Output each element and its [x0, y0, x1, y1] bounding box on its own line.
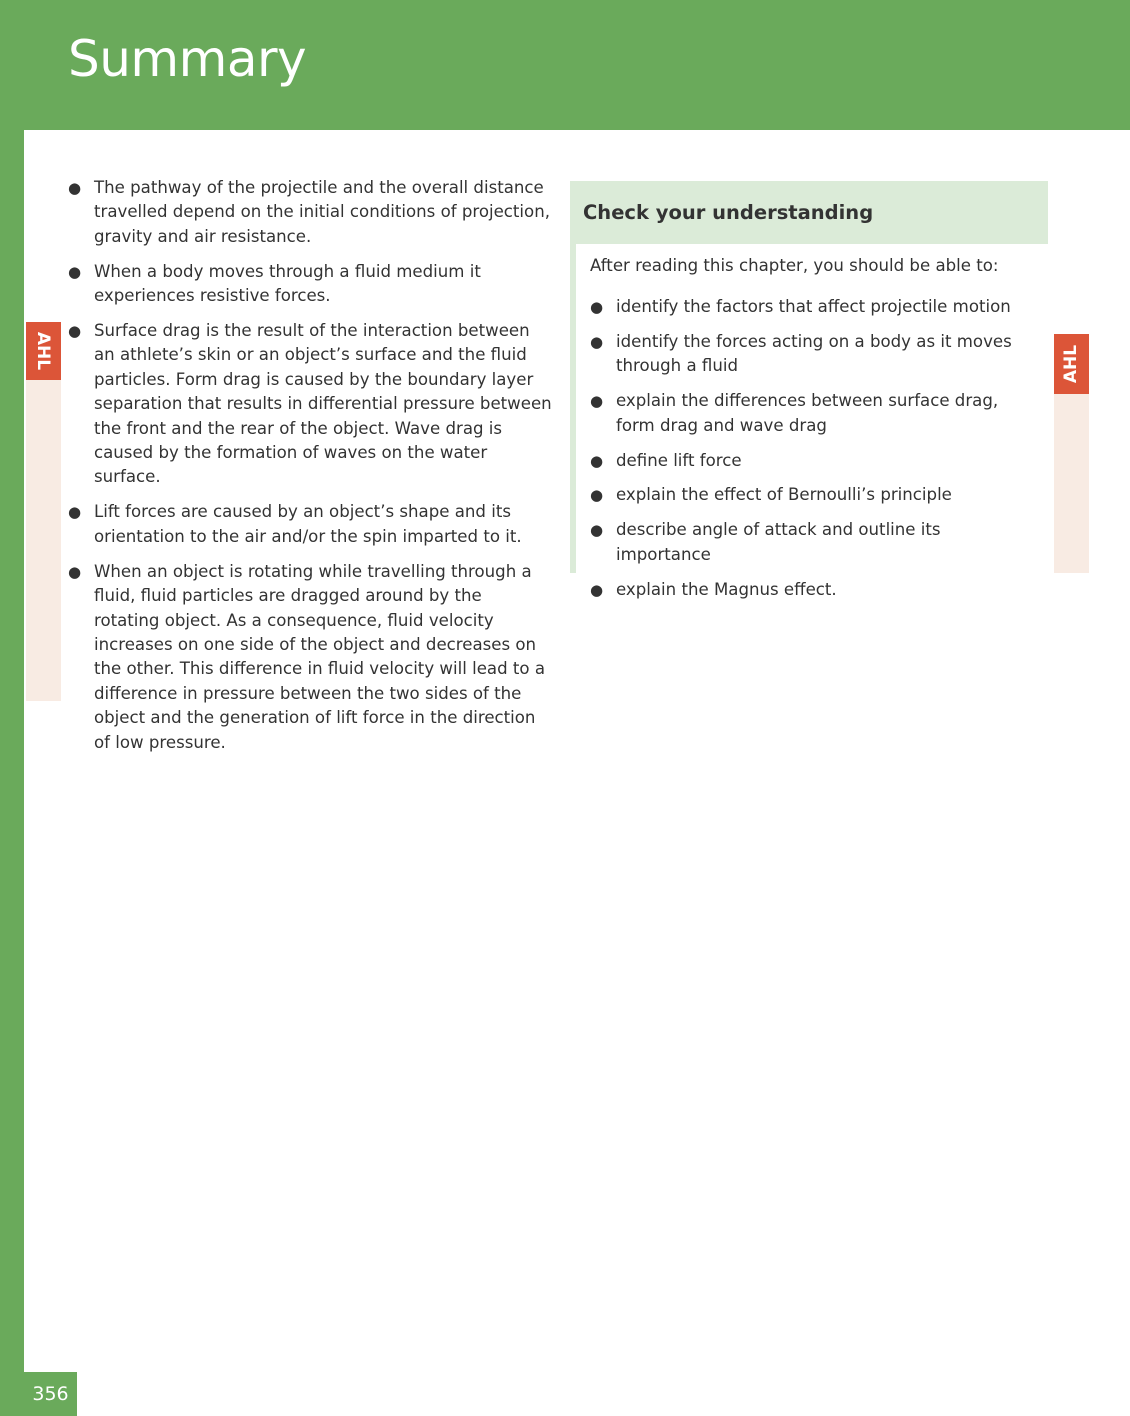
bullet-icon: ● — [68, 322, 82, 341]
objective-item: ● explain the effect of Bernoulli’s principle — [588, 483, 1028, 507]
page-title: Summary — [68, 30, 307, 88]
check-understanding-list — [588, 295, 1028, 613]
summary-item: ● The pathway of the projectile and the overall distance travelled depend on the initial conditions of projection, gravity and air resistance. — [68, 178, 550, 246]
page-number: 356 — [24, 1372, 77, 1416]
ahl-tag-left: AHL — [26, 322, 61, 380]
left-margin-strip — [0, 0, 24, 1416]
bullet-icon: ● — [68, 562, 82, 581]
summary-item: ● Lift forces are caused by an object’s shape and its orientation to the air and/or the spin imparted to it. — [68, 502, 522, 546]
bullet-icon: ● — [590, 486, 604, 505]
bullet-icon: ● — [590, 392, 604, 411]
check-understanding-title: Check your understanding — [583, 201, 874, 224]
summary-item: ● When a body moves through a fluid medium it experiences resistive forces. — [68, 261, 481, 306]
bullet-icon: ● — [590, 332, 604, 351]
objective-item: ● explain the differences between surface drag, form drag and wave drag — [590, 391, 999, 435]
summary-item: ● Surface drag is the result of the interaction between an athlete’s skin or an object’s surface and the fluid particles. Form drag is caused by the boundary layer separation that results in differential pressure between the front and the rear of the object. Wave drag is caused by the formation of waves on the water surface. — [68, 321, 552, 487]
objective-item: ● describe angle of attack and outline its importance — [590, 520, 941, 564]
objective-item: ● identify the forces acting on a body as it moves through a fluid — [590, 331, 1012, 376]
bullet-icon: ● — [590, 451, 604, 470]
bullet-icon: ● — [68, 262, 82, 281]
bullet-icon: ● — [590, 298, 604, 316]
summary-list — [66, 176, 552, 765]
bullet-icon: ● — [590, 521, 604, 540]
summary-item: ● When an object is rotating while travelling through a fluid, fluid particles are dragged around by the rotating object. As a consequence, fluid velocity increases on one side of the object and decreases on the other. This difference in fluid velocity will lead to a difference in pressure between the two sides of the object and the generation of lift force in the direction of low pressure. — [68, 561, 545, 752]
objective-item: ● identify the factors that affect projectile motion — [588, 295, 1028, 319]
bullet-icon: ● — [590, 580, 604, 599]
bullet-icon: ● — [68, 179, 82, 197]
ahl-tag-right: AHL — [1054, 334, 1089, 394]
bullet-icon: ● — [68, 503, 82, 522]
objective-item: ● define lift force — [588, 449, 1028, 473]
objective-item: ● explain the Magnus effect. — [588, 578, 1028, 602]
check-understanding-intro: After reading this chapter, you should be able to: — [590, 256, 999, 275]
